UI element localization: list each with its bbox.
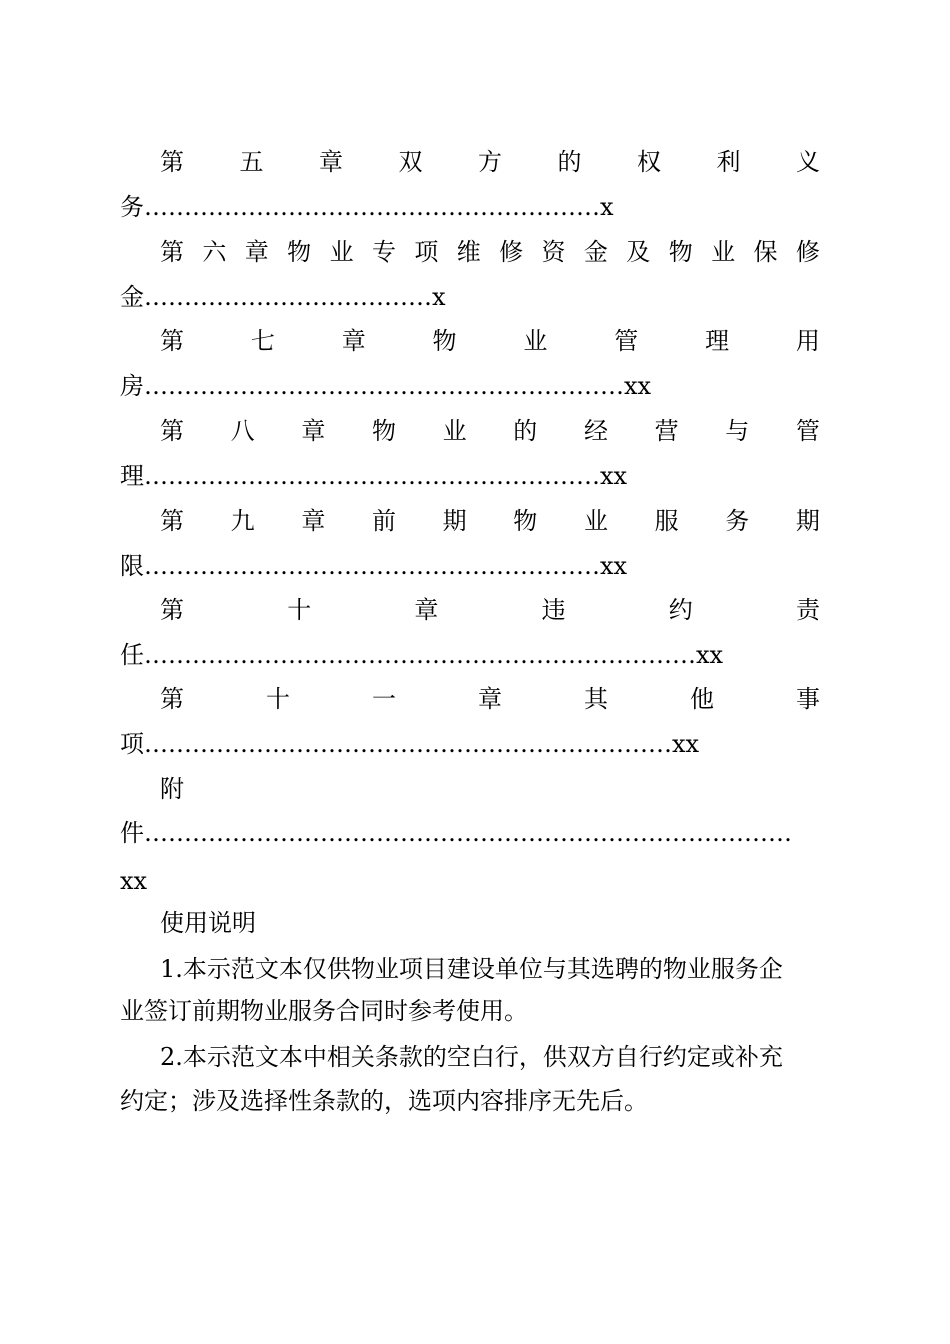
toc-char: 修 <box>499 238 524 266</box>
toc-char: 第 <box>160 238 184 266</box>
toc-char: 章 <box>414 596 439 624</box>
toc-char: 业 <box>329 238 354 266</box>
toc-char: 物 <box>668 238 693 266</box>
toc-entry-ch6-title <box>160 237 820 267</box>
toc-char: 其 <box>584 685 608 713</box>
toc-char: 理 <box>705 327 730 355</box>
toc-entry-ch9-leader <box>120 551 820 581</box>
toc-entry-ch10-title <box>160 595 820 625</box>
toc-tail-char: 件 <box>120 819 144 847</box>
toc-char: 七 <box>250 327 275 355</box>
toc-char: 事 <box>796 685 820 713</box>
toc-char: 章 <box>341 327 366 355</box>
toc-char: 章 <box>478 685 502 713</box>
toc-tail-char: 房 <box>120 372 144 400</box>
toc-char: 章 <box>301 417 326 445</box>
toc-char: 违 <box>541 596 566 624</box>
toc-entry-ch11-leader <box>120 729 820 759</box>
toc-dot-leader: ………………………………………………………… <box>144 730 672 758</box>
toc-appendix-leader <box>120 818 820 848</box>
toc-char: 八 <box>230 417 255 445</box>
toc-entry-ch11-title <box>160 684 820 714</box>
toc-entry-ch8-title <box>160 416 820 446</box>
toc-char: 用 <box>795 327 820 355</box>
toc-char: 一 <box>372 685 396 713</box>
toc-page-number: xx <box>600 552 628 580</box>
toc-dot-leader: ………………………………………………… <box>144 193 600 221</box>
toc-entry-ch7-title <box>160 326 820 356</box>
usage-item-2-line-1: 2.本示范文本中相关条款的空白行，供双方自行约定或补充 <box>160 1043 783 1071</box>
toc-char: 物 <box>513 507 538 535</box>
toc-char: 修 <box>795 238 820 266</box>
toc-entry-ch9-title <box>160 506 820 536</box>
toc-char: 第 <box>160 685 184 713</box>
toc-tail-char: 任 <box>120 641 144 669</box>
toc-char: 物 <box>371 417 396 445</box>
toc-char: 经 <box>583 417 608 445</box>
toc-page-number: xx <box>600 462 628 490</box>
toc-char: 十 <box>287 596 312 624</box>
toc-dot-leader: ……………………………………………………………………… <box>144 819 792 847</box>
toc-appendix-head: 附 <box>160 775 184 803</box>
toc-char: 务 <box>725 507 750 535</box>
toc-char: 物 <box>432 327 457 355</box>
toc-char: 章 <box>244 238 269 266</box>
toc-dot-leader: ………………………………………………… <box>144 462 600 490</box>
toc-char: 物 <box>287 238 312 266</box>
toc-dot-leader: …………………………………………………………… <box>144 641 696 669</box>
toc-entry-ch7-leader <box>120 371 820 401</box>
usage-heading: 使用说明 <box>160 909 256 937</box>
toc-char: 第 <box>160 507 184 535</box>
toc-dot-leader: ……………………………… <box>144 283 432 311</box>
toc-char: 业 <box>711 238 736 266</box>
toc-char: 方 <box>478 148 502 176</box>
toc-entry-ch5-leader <box>120 192 820 222</box>
toc-char: 的 <box>513 417 538 445</box>
toc-page-number: xx <box>672 730 700 758</box>
toc-char: 专 <box>371 238 396 266</box>
toc-char: 业 <box>523 327 548 355</box>
toc-tail-char: 项 <box>120 730 144 758</box>
toc-char: 业 <box>442 417 467 445</box>
toc-tail-char: 限 <box>120 552 144 580</box>
toc-page-number: x <box>432 283 446 311</box>
toc-tail-char: 务 <box>120 193 144 221</box>
toc-char: 维 <box>456 238 481 266</box>
usage-item-2-line-2: 约定；涉及选择性条款的，选项内容排序无先后。 <box>120 1087 648 1115</box>
usage-item-1-line-1: 1.本示范文本仅供物业项目建设单位与其选聘的物业服务企 <box>160 955 783 983</box>
toc-char: 营 <box>654 417 679 445</box>
toc-entry-ch8-leader <box>120 461 820 491</box>
toc-char: 五 <box>239 148 264 176</box>
toc-char: 业 <box>583 507 608 535</box>
toc-char: 第 <box>160 596 184 624</box>
toc-char: 前 <box>371 507 396 535</box>
toc-char: 他 <box>690 685 714 713</box>
toc-char: 约 <box>668 596 693 624</box>
toc-char: 与 <box>725 417 750 445</box>
toc-tail-char: 理 <box>120 462 144 490</box>
toc-char: 保 <box>753 238 778 266</box>
toc-dot-leader: ………………………………………………… <box>144 552 600 580</box>
toc-char: 资 <box>541 238 566 266</box>
toc-char: 期 <box>795 507 820 535</box>
toc-char: 管 <box>614 327 639 355</box>
toc-char: 利 <box>716 148 741 176</box>
toc-entry-ch5-title <box>160 147 820 177</box>
toc-char: 项 <box>414 238 439 266</box>
toc-char: 期 <box>442 507 467 535</box>
toc-page-number: x <box>600 193 614 221</box>
toc-char: 责 <box>795 596 820 624</box>
toc-char: 九 <box>230 507 255 535</box>
toc-char: 的 <box>557 148 582 176</box>
toc-page-number: xx <box>624 372 652 400</box>
toc-char: 十 <box>266 685 290 713</box>
toc-char: 金 <box>583 238 608 266</box>
toc-char: 服 <box>654 507 679 535</box>
toc-entry-ch10-leader <box>120 640 820 670</box>
toc-char: 及 <box>626 238 651 266</box>
toc-tail-char: 金 <box>120 283 144 311</box>
toc-char: 义 <box>796 148 820 176</box>
toc-char: 双 <box>398 148 423 176</box>
toc-char: 章 <box>301 507 326 535</box>
toc-entry-ch6-leader <box>120 282 820 312</box>
toc-char: 第 <box>160 327 184 355</box>
toc-char: 第 <box>160 148 184 176</box>
toc-char: 六 <box>202 238 227 266</box>
toc-char: 章 <box>319 148 343 176</box>
toc-char: 管 <box>795 417 820 445</box>
toc-page-number: xx <box>696 641 724 669</box>
toc-appendix-page-number: xx <box>120 867 148 895</box>
toc-char: 权 <box>637 148 661 176</box>
toc-dot-leader: …………………………………………………… <box>144 372 624 400</box>
toc-char: 第 <box>160 417 184 445</box>
usage-item-1-line-2: 业签订前期物业服务合同时参考使用。 <box>120 997 528 1025</box>
